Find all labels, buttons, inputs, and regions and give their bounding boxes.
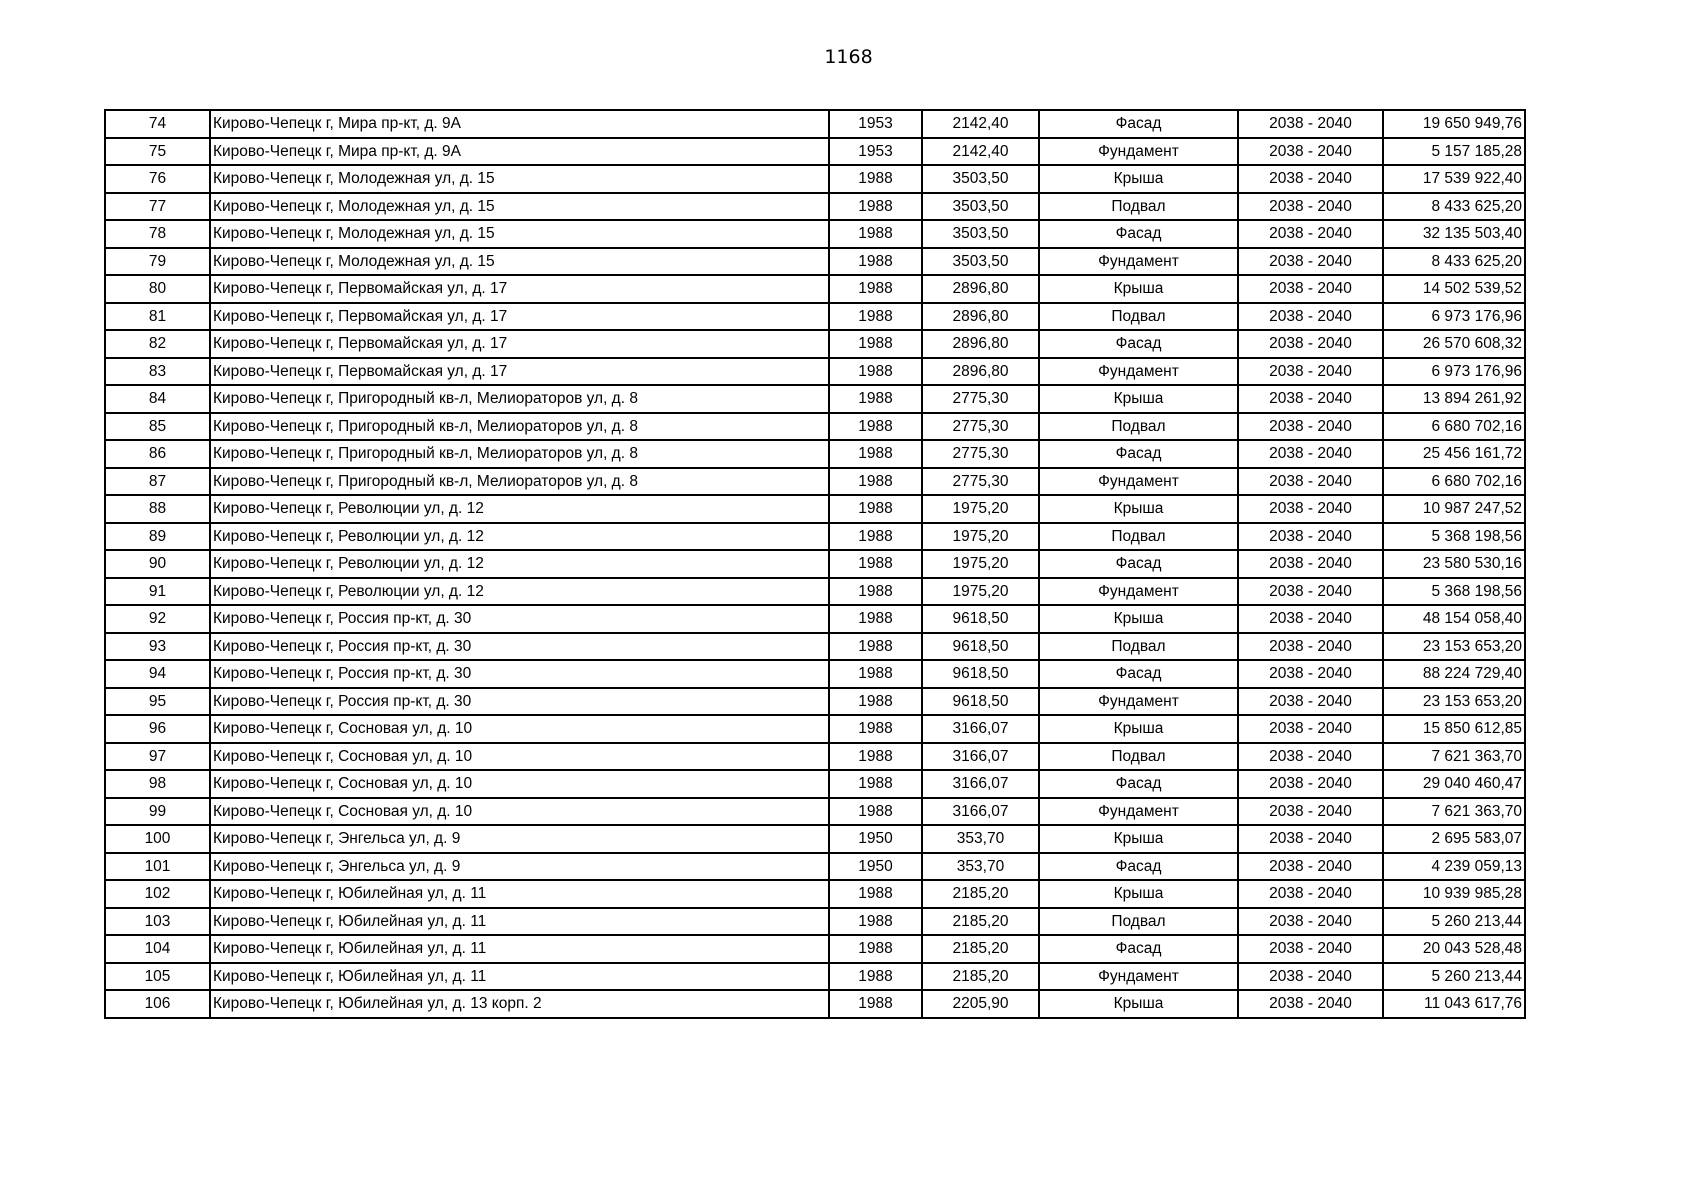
year-cell: 1988 [829,523,922,551]
year-cell: 1988 [829,220,922,248]
year-cell: 1988 [829,743,922,771]
year-cell: 1988 [829,963,922,991]
work-type-cell: Крыша [1039,990,1238,1018]
address-cell: Кирово-Чепецк г, Первомайская ул, д. 17 [210,330,829,358]
table-row [105,715,1525,743]
work-type-cell: Фасад [1039,110,1238,138]
year-cell: 1988 [829,770,922,798]
period-cell: 2038 - 2040 [1238,165,1383,193]
period-cell: 2038 - 2040 [1238,633,1383,661]
cost-cell: 6 680 702,16 [1383,468,1525,496]
period-cell: 2038 - 2040 [1238,798,1383,826]
period-cell: 2038 - 2040 [1238,413,1383,441]
address-cell: Кирово-Чепецк г, Революции ул, д. 12 [210,495,829,523]
table-row [105,440,1525,468]
year-cell: 1988 [829,165,922,193]
area-cell: 9618,50 [922,633,1039,661]
work-type-cell: Фасад [1039,330,1238,358]
cost-cell: 20 043 528,48 [1383,935,1525,963]
area-cell: 1975,20 [922,523,1039,551]
address-cell: Кирово-Чепецк г, Юбилейная ул, д. 13 корп. 2 [210,990,829,1018]
table-row [105,110,1525,138]
period-cell: 2038 - 2040 [1238,908,1383,936]
row-number-cell: 91 [105,578,210,606]
year-cell: 1988 [829,495,922,523]
cost-cell: 2 695 583,07 [1383,825,1525,853]
row-number-cell: 92 [105,605,210,633]
work-type-cell: Фундамент [1039,138,1238,166]
period-cell: 2038 - 2040 [1238,358,1383,386]
area-cell: 2185,20 [922,935,1039,963]
row-number-cell: 82 [105,330,210,358]
row-number-cell: 97 [105,743,210,771]
cost-cell: 48 154 058,40 [1383,605,1525,633]
cost-cell: 14 502 539,52 [1383,275,1525,303]
cost-cell: 5 260 213,44 [1383,963,1525,991]
cost-cell: 19 650 949,76 [1383,110,1525,138]
work-type-cell: Крыша [1039,880,1238,908]
period-cell: 2038 - 2040 [1238,385,1383,413]
table-row [105,633,1525,661]
year-cell: 1988 [829,440,922,468]
period-cell: 2038 - 2040 [1238,550,1383,578]
period-cell: 2038 - 2040 [1238,468,1383,496]
cost-cell: 32 135 503,40 [1383,220,1525,248]
cost-cell: 6 973 176,96 [1383,303,1525,331]
table-row [105,303,1525,331]
area-cell: 2142,40 [922,138,1039,166]
area-cell: 2775,30 [922,413,1039,441]
work-type-cell: Фундамент [1039,798,1238,826]
cost-cell: 7 621 363,70 [1383,798,1525,826]
row-number-cell: 84 [105,385,210,413]
row-number-cell: 78 [105,220,210,248]
cost-cell: 6 680 702,16 [1383,413,1525,441]
row-number-cell: 104 [105,935,210,963]
area-cell: 3503,50 [922,248,1039,276]
work-type-cell: Фасад [1039,935,1238,963]
work-type-cell: Подвал [1039,743,1238,771]
table-row [105,193,1525,221]
year-cell: 1988 [829,248,922,276]
period-cell: 2038 - 2040 [1238,770,1383,798]
table-row [105,385,1525,413]
row-number-cell: 98 [105,770,210,798]
row-number-cell: 87 [105,468,210,496]
area-cell: 2896,80 [922,358,1039,386]
row-number-cell: 100 [105,825,210,853]
address-cell: Кирово-Чепецк г, Первомайская ул, д. 17 [210,358,829,386]
work-type-cell: Фасад [1039,220,1238,248]
address-cell: Кирово-Чепецк г, Юбилейная ул, д. 11 [210,935,829,963]
address-cell: Кирово-Чепецк г, Первомайская ул, д. 17 [210,303,829,331]
period-cell: 2038 - 2040 [1238,330,1383,358]
address-cell: Кирово-Чепецк г, Сосновая ул, д. 10 [210,743,829,771]
row-number-cell: 88 [105,495,210,523]
area-cell: 2775,30 [922,468,1039,496]
area-cell: 3166,07 [922,770,1039,798]
address-cell: Кирово-Чепецк г, Молодежная ул, д. 15 [210,165,829,193]
repair-schedule-table [104,109,1526,1019]
work-type-cell: Фасад [1039,770,1238,798]
work-type-cell: Фасад [1039,660,1238,688]
address-cell: Кирово-Чепецк г, Юбилейная ул, д. 11 [210,880,829,908]
table-row [105,330,1525,358]
work-type-cell: Крыша [1039,495,1238,523]
address-cell: Кирово-Чепецк г, Пригородный кв-л, Мелиораторов ул, д. 8 [210,385,829,413]
address-cell: Кирово-Чепецк г, Сосновая ул, д. 10 [210,770,829,798]
period-cell: 2038 - 2040 [1238,880,1383,908]
work-type-cell: Подвал [1039,193,1238,221]
row-number-cell: 101 [105,853,210,881]
year-cell: 1953 [829,110,922,138]
area-cell: 353,70 [922,825,1039,853]
year-cell: 1988 [829,935,922,963]
area-cell: 2185,20 [922,880,1039,908]
table-row [105,990,1525,1018]
table-row [105,743,1525,771]
cost-cell: 5 368 198,56 [1383,578,1525,606]
row-number-cell: 90 [105,550,210,578]
work-type-cell: Фундамент [1039,248,1238,276]
work-type-cell: Крыша [1039,825,1238,853]
year-cell: 1988 [829,385,922,413]
address-cell: Кирово-Чепецк г, Сосновая ул, д. 10 [210,798,829,826]
work-type-cell: Фасад [1039,550,1238,578]
row-number-cell: 102 [105,880,210,908]
work-type-cell: Крыша [1039,385,1238,413]
area-cell: 2205,90 [922,990,1039,1018]
row-number-cell: 80 [105,275,210,303]
work-type-cell: Фасад [1039,853,1238,881]
address-cell: Кирово-Чепецк г, Россия пр-кт, д. 30 [210,688,829,716]
cost-cell: 17 539 922,40 [1383,165,1525,193]
area-cell: 2775,30 [922,385,1039,413]
row-number-cell: 93 [105,633,210,661]
address-cell: Кирово-Чепецк г, Юбилейная ул, д. 11 [210,963,829,991]
cost-cell: 15 850 612,85 [1383,715,1525,743]
table-row [105,165,1525,193]
period-cell: 2038 - 2040 [1238,303,1383,331]
year-cell: 1988 [829,303,922,331]
year-cell: 1988 [829,798,922,826]
year-cell: 1988 [829,633,922,661]
row-number-cell: 76 [105,165,210,193]
year-cell: 1988 [829,413,922,441]
row-number-cell: 95 [105,688,210,716]
address-cell: Кирово-Чепецк г, Сосновая ул, д. 10 [210,715,829,743]
period-cell: 2038 - 2040 [1238,715,1383,743]
table-row [105,688,1525,716]
table-row [105,853,1525,881]
address-cell: Кирово-Чепецк г, Революции ул, д. 12 [210,550,829,578]
work-type-cell: Подвал [1039,303,1238,331]
row-number-cell: 94 [105,660,210,688]
cost-cell: 10 939 985,28 [1383,880,1525,908]
area-cell: 3503,50 [922,193,1039,221]
address-cell: Кирово-Чепецк г, Пригородный кв-л, Мелиораторов ул, д. 8 [210,413,829,441]
table-body [105,110,1525,1018]
table-row [105,935,1525,963]
area-cell: 2185,20 [922,963,1039,991]
table-row [105,358,1525,386]
table-row [105,413,1525,441]
year-cell: 1988 [829,578,922,606]
period-cell: 2038 - 2040 [1238,440,1383,468]
cost-cell: 13 894 261,92 [1383,385,1525,413]
work-type-cell: Крыша [1039,275,1238,303]
period-cell: 2038 - 2040 [1238,138,1383,166]
table-row [105,660,1525,688]
year-cell: 1988 [829,275,922,303]
table-row [105,248,1525,276]
area-cell: 3166,07 [922,743,1039,771]
row-number-cell: 75 [105,138,210,166]
work-type-cell: Подвал [1039,413,1238,441]
cost-cell: 29 040 460,47 [1383,770,1525,798]
area-cell: 2896,80 [922,275,1039,303]
address-cell: Кирово-Чепецк г, Молодежная ул, д. 15 [210,220,829,248]
year-cell: 1988 [829,193,922,221]
year-cell: 1988 [829,688,922,716]
cost-cell: 23 153 653,20 [1383,633,1525,661]
address-cell: Кирово-Чепецк г, Революции ул, д. 12 [210,523,829,551]
cost-cell: 4 239 059,13 [1383,853,1525,881]
table-row [105,770,1525,798]
area-cell: 9618,50 [922,660,1039,688]
table-row [105,880,1525,908]
address-cell: Кирово-Чепецк г, Энгельса ул, д. 9 [210,853,829,881]
period-cell: 2038 - 2040 [1238,743,1383,771]
address-cell: Кирово-Чепецк г, Россия пр-кт, д. 30 [210,660,829,688]
period-cell: 2038 - 2040 [1238,220,1383,248]
period-cell: 2038 - 2040 [1238,578,1383,606]
table-row [105,825,1525,853]
year-cell: 1988 [829,715,922,743]
table-row [105,798,1525,826]
area-cell: 3503,50 [922,165,1039,193]
work-type-cell: Крыша [1039,165,1238,193]
row-number-cell: 86 [105,440,210,468]
area-cell: 3503,50 [922,220,1039,248]
area-cell: 1975,20 [922,550,1039,578]
table-row [105,220,1525,248]
period-cell: 2038 - 2040 [1238,495,1383,523]
year-cell: 1988 [829,908,922,936]
cost-cell: 5 368 198,56 [1383,523,1525,551]
year-cell: 1988 [829,660,922,688]
period-cell: 2038 - 2040 [1238,990,1383,1018]
table-row [105,963,1525,991]
row-number-cell: 103 [105,908,210,936]
period-cell: 2038 - 2040 [1238,193,1383,221]
year-cell: 1988 [829,330,922,358]
area-cell: 2185,20 [922,908,1039,936]
cost-cell: 7 621 363,70 [1383,743,1525,771]
row-number-cell: 106 [105,990,210,1018]
page-number: 1168 [824,46,873,68]
area-cell: 1975,20 [922,578,1039,606]
year-cell: 1950 [829,853,922,881]
period-cell: 2038 - 2040 [1238,688,1383,716]
table-row [105,468,1525,496]
table-row [105,908,1525,936]
area-cell: 9618,50 [922,605,1039,633]
address-cell: Кирово-Чепецк г, Мира пр-кт, д. 9А [210,138,829,166]
area-cell: 2896,80 [922,330,1039,358]
table-row [105,275,1525,303]
row-number-cell: 89 [105,523,210,551]
work-type-cell: Фундамент [1039,358,1238,386]
table-row [105,495,1525,523]
period-cell: 2038 - 2040 [1238,935,1383,963]
row-number-cell: 105 [105,963,210,991]
address-cell: Кирово-Чепецк г, Россия пр-кт, д. 30 [210,605,829,633]
row-number-cell: 74 [105,110,210,138]
period-cell: 2038 - 2040 [1238,110,1383,138]
address-cell: Кирово-Чепецк г, Революции ул, д. 12 [210,578,829,606]
row-number-cell: 96 [105,715,210,743]
address-cell: Кирово-Чепецк г, Первомайская ул, д. 17 [210,275,829,303]
area-cell: 1975,20 [922,495,1039,523]
address-cell: Кирово-Чепецк г, Юбилейная ул, д. 11 [210,908,829,936]
cost-cell: 8 433 625,20 [1383,193,1525,221]
period-cell: 2038 - 2040 [1238,248,1383,276]
address-cell: Кирово-Чепецк г, Энгельса ул, д. 9 [210,825,829,853]
address-cell: Кирово-Чепецк г, Молодежная ул, д. 15 [210,193,829,221]
area-cell: 9618,50 [922,688,1039,716]
cost-cell: 88 224 729,40 [1383,660,1525,688]
period-cell: 2038 - 2040 [1238,853,1383,881]
period-cell: 2038 - 2040 [1238,523,1383,551]
address-cell: Кирово-Чепецк г, Россия пр-кт, д. 30 [210,633,829,661]
table-row [105,523,1525,551]
work-type-cell: Фундамент [1039,578,1238,606]
work-type-cell: Крыша [1039,605,1238,633]
year-cell: 1988 [829,468,922,496]
row-number-cell: 79 [105,248,210,276]
period-cell: 2038 - 2040 [1238,660,1383,688]
work-type-cell: Подвал [1039,633,1238,661]
year-cell: 1950 [829,825,922,853]
year-cell: 1953 [829,138,922,166]
table-row [105,578,1525,606]
table-row [105,550,1525,578]
work-type-cell: Фундамент [1039,963,1238,991]
cost-cell: 23 153 653,20 [1383,688,1525,716]
year-cell: 1988 [829,990,922,1018]
address-cell: Кирово-Чепецк г, Молодежная ул, д. 15 [210,248,829,276]
cost-cell: 10 987 247,52 [1383,495,1525,523]
year-cell: 1988 [829,358,922,386]
cost-cell: 6 973 176,96 [1383,358,1525,386]
row-number-cell: 83 [105,358,210,386]
work-type-cell: Фундамент [1039,688,1238,716]
address-cell: Кирово-Чепецк г, Пригородный кв-л, Мелиораторов ул, д. 8 [210,440,829,468]
period-cell: 2038 - 2040 [1238,825,1383,853]
table-row [105,138,1525,166]
work-type-cell: Крыша [1039,715,1238,743]
year-cell: 1988 [829,550,922,578]
cost-cell: 23 580 530,16 [1383,550,1525,578]
area-cell: 3166,07 [922,798,1039,826]
area-cell: 353,70 [922,853,1039,881]
period-cell: 2038 - 2040 [1238,963,1383,991]
area-cell: 3166,07 [922,715,1039,743]
work-type-cell: Подвал [1039,908,1238,936]
period-cell: 2038 - 2040 [1238,605,1383,633]
cost-cell: 26 570 608,32 [1383,330,1525,358]
area-cell: 2896,80 [922,303,1039,331]
period-cell: 2038 - 2040 [1238,275,1383,303]
year-cell: 1988 [829,880,922,908]
area-cell: 2775,30 [922,440,1039,468]
cost-cell: 25 456 161,72 [1383,440,1525,468]
work-type-cell: Фундамент [1039,468,1238,496]
table-row [105,605,1525,633]
cost-cell: 5 157 185,28 [1383,138,1525,166]
address-cell: Кирово-Чепецк г, Пригородный кв-л, Мелиораторов ул, д. 8 [210,468,829,496]
row-number-cell: 85 [105,413,210,441]
cost-cell: 5 260 213,44 [1383,908,1525,936]
address-cell: Кирово-Чепецк г, Мира пр-кт, д. 9А [210,110,829,138]
row-number-cell: 81 [105,303,210,331]
work-type-cell: Фасад [1039,440,1238,468]
row-number-cell: 99 [105,798,210,826]
year-cell: 1988 [829,605,922,633]
row-number-cell: 77 [105,193,210,221]
cost-cell: 8 433 625,20 [1383,248,1525,276]
work-type-cell: Подвал [1039,523,1238,551]
area-cell: 2142,40 [922,110,1039,138]
cost-cell: 11 043 617,76 [1383,990,1525,1018]
